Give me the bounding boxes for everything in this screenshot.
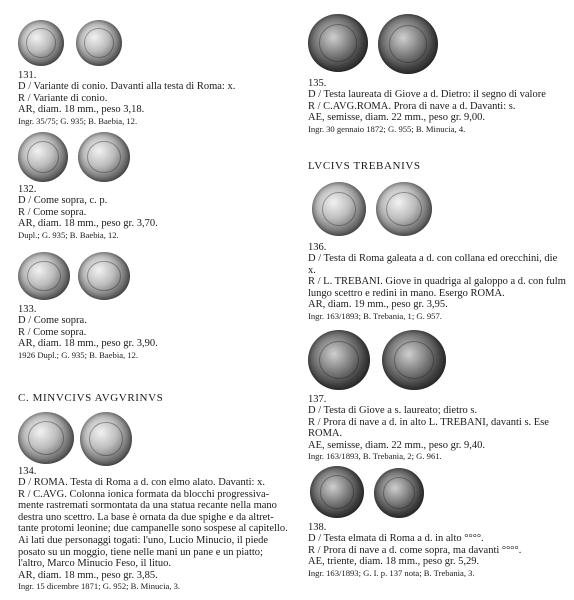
entry-number: 133. [18,304,37,315]
description-line: x. [308,264,316,276]
section-heading-trebanius: LVCIVS TREBANIVS [308,160,421,172]
obverse-description: D / Variante di conio. Davanti alla testa di Roma: x. [18,81,236,92]
description-line: Ai lati due personaggi togati: l'uno, Lucio Minucio, il piede [18,534,269,546]
coin-reverse-image [76,20,122,66]
coin-reverse-image [78,132,130,182]
coin-images [18,252,290,304]
reverse-description: R / Come sopra. [18,326,87,338]
entry-number: 136. [308,242,327,253]
description-line: R / L. TREBANI. Giove in quadriga al galoppo a d. con fulm [308,276,566,288]
section-heading-minucius: C. MINVCIVS AVGVRINVS [18,392,164,404]
reverse-description: R / Variante di conio. [18,92,108,104]
obverse-description: D / Testa laureata di Giove a d. Dietro: il segno di valore [308,89,546,100]
entry-number: 131. [18,70,37,81]
obverse-description: D / Come sopra. [18,315,87,326]
coin-images [308,14,574,78]
description-line: D / Testa elmata di Roma a d. in alto °°°°. [308,533,484,544]
coin-obverse-image [310,466,364,518]
description-line: R / Prora di nave a d. come sopra, ma davanti °°°°. [308,544,522,556]
coin-specs: AR, diam. 18 mm., peso 3,18. [18,104,145,116]
coin-obverse-image [308,330,370,390]
coin-specs: AR, diam. 18 mm., peso gr. 3,90. [18,338,158,350]
coin-reverse-image [374,468,424,518]
coin-reverse-image [378,14,438,74]
reference: Ingr. 163/1893; G. I. p. 137 nota; B. Trebania, 3. [308,567,475,578]
catalog-entry-133 [18,252,290,360]
coin-obverse-image [308,14,368,72]
coin-images [308,330,574,394]
coin-specs: AR, diam. 19 mm., peso gr. 3,95. [308,299,448,311]
description-line: lungo scettro e redini in mano. Esergo ROMA. [308,287,505,299]
description-line: ROMA. [308,428,343,440]
reverse-description: R / Come sopra. [18,206,87,218]
entry-number: 134. [18,466,37,477]
coin-images [308,180,574,242]
entry-number: 138. [308,522,327,533]
coin-images [18,18,290,70]
reference: Ingr. 163/1893; B. Trebania, 1; G. 957. [308,310,442,321]
reference: Ingr. 35/75; G. 935; B. Baebia, 12. [18,115,138,126]
reference: Ingr. 30 gennaio 1872; G. 955; B. Minucia, 4. [308,123,466,134]
coin-specs: AE, semisse, diam. 22 mm., peso gr. 9,40. [308,439,486,451]
catalog-entry-138 [308,466,574,578]
entry-number: 132. [18,184,37,195]
catalog-entry-132 [18,132,290,240]
description-line: mente rastremati sormontata da una statua recante nella mano [18,500,277,512]
entry-number: 135. [308,78,327,89]
reference: 1926 Dupl.; G. 935; B. Baebia, 12. [18,349,139,360]
coin-obverse-image [18,132,68,182]
catalog-entry-131 [18,18,290,126]
coin-specs: AE, triente, diam. 18 mm., peso gr. 5,29. [308,556,480,568]
coin-specs: AE, semisse, diam. 22 mm., peso gr. 9,00. [308,112,486,124]
entry-number: 137. [308,394,327,405]
coin-specs: AR, diam. 18 mm., peso gr. 3,85. [18,569,158,581]
coin-images [308,466,574,522]
description-line: destra uno scettro. La base è ornata da due spighe e da altret- [18,511,274,523]
reference: Ingr. 15 dicembre 1871; G. 952; B. Minucia, 3. [18,581,181,592]
catalog-entry-134 [18,410,290,592]
coin-obverse-image [18,412,74,464]
coin-images [18,132,290,184]
coin-reverse-image [80,412,132,466]
obverse-description: D / Come sopra, c. p. [18,195,108,206]
catalog-entry-137 [308,330,574,462]
reverse-description: R / C.AVG.ROMA. Prora di nave a d. Davanti: s. [308,100,516,112]
catalog-entry-136 [308,180,574,321]
description-line: R / C.AVG. Colonna ionica formata da blocchi progressiva- [18,488,270,500]
coin-obverse-image [18,252,70,300]
coin-specs: AR, diam. 18 mm., peso gr. 3,70. [18,218,158,230]
coin-obverse-image [312,182,366,236]
description-line: l'altro, Marco Minucio Feso, il lituo. [18,558,171,570]
description-line: D / Testa di Roma galeata a d. con collana ed orecchini, die [308,253,558,264]
coin-reverse-image [78,252,130,300]
coin-reverse-image [382,330,446,390]
reference: Dupl.; G. 935; B. Baebia, 12. [18,229,119,240]
coin-reverse-image [376,182,432,236]
catalog-entry-135 [308,14,574,134]
coin-images [18,410,290,466]
description-line: R / Prora di nave a d. in alto L. TREBANI, davanti s. Ese [308,416,549,428]
description-line: D / ROMA. Testa di Roma a d. con elmo alato. Davanti: x. [18,477,265,488]
description-line: tante protomi leonine; due campanelle sono sospese al capitello. [18,523,288,535]
description-line: D / Testa di Giove a s. laureato; dietro s. [308,405,478,416]
reference: Ingr. 163/1893, B. Trebania, 2; G. 961. [308,451,442,462]
description-line: posato su un moggio, tiene nelle mani un pane e un piatto; [18,546,263,558]
coin-obverse-image [18,20,64,66]
